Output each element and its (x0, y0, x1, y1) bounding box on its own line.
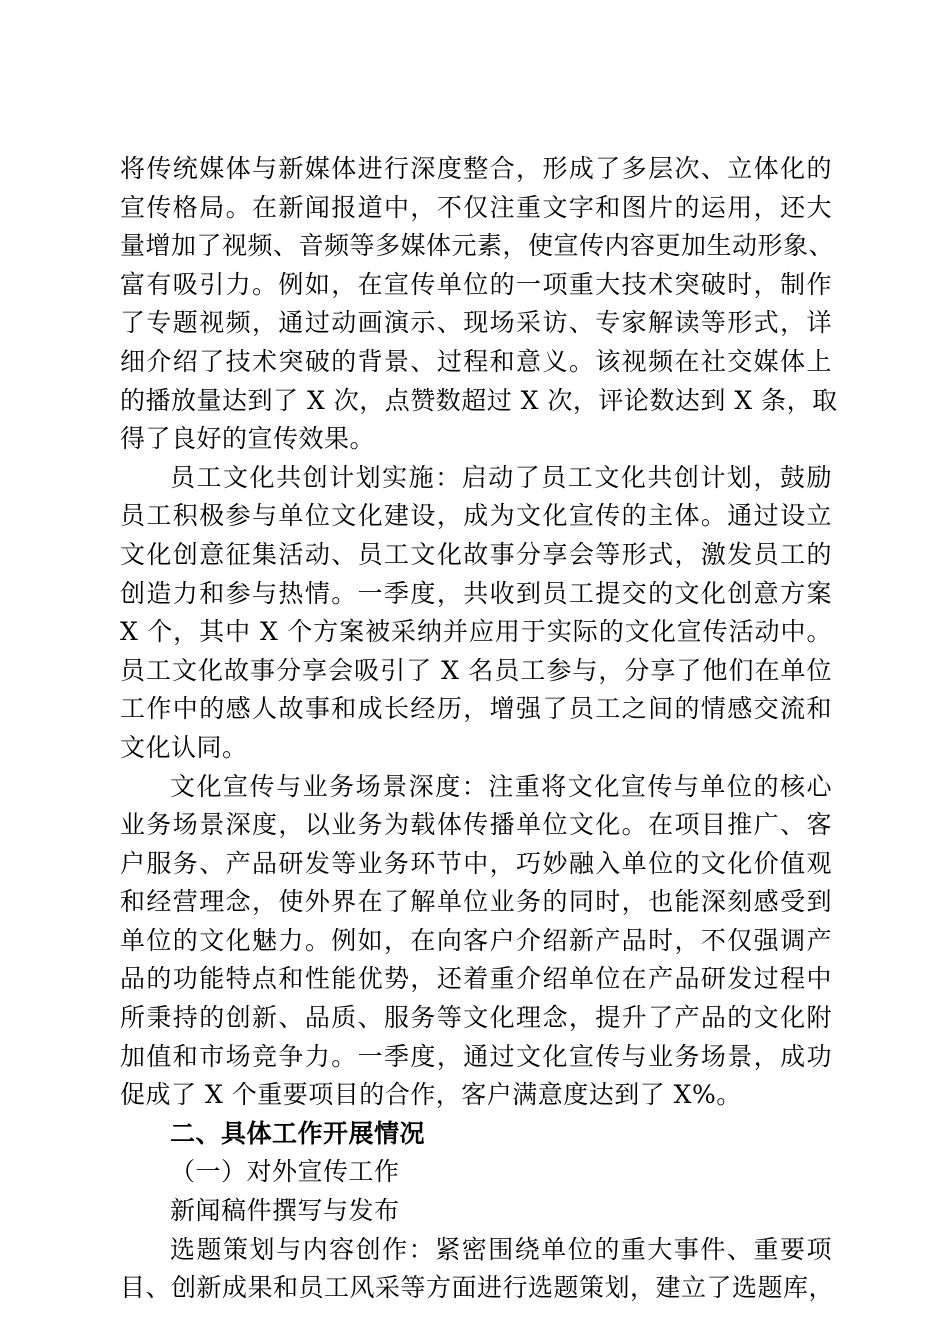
section-heading: 二、具体工作开展情况 (170, 1118, 426, 1148)
paragraph-line: 员工文化故事分享会吸引了 X 名员工参与，分享了他们在单位 (120, 655, 832, 685)
paragraph-line: 富有吸引力。例如，在宣传单位的一项重大技术突破时，制作 (120, 269, 832, 299)
paragraph-line: 宣传格局。在新闻报道中，不仅注重文字和图片的运用，还大 (120, 192, 832, 222)
paragraph-line: 和经营理念，使外界在了解单位业务的同时，也能深刻感受到 (120, 887, 832, 917)
paragraph-line: 创造力和参与热情。一季度，共收到员工提交的文化创意方案 (120, 578, 832, 608)
paragraph-line: 细介绍了技术突破的背景、过程和意义。该视频在社交媒体上 (120, 346, 832, 376)
paragraph-line: 促成了 X 个重要项目的合作，客户满意度达到了 X%。 (120, 1080, 742, 1110)
paragraph-line: 得了良好的宣传效果。 (120, 424, 376, 454)
paragraph-line: 文化创意征集活动、员工文化故事分享会等形式，激发员工的 (120, 539, 832, 569)
subsection-heading: （一）对外宣传工作 (170, 1157, 400, 1187)
paragraph-line: X 个，其中 X 个方案被采纳并应用于实际的文化宣传活动中。 (120, 617, 832, 647)
topic-heading: 新闻稿件撰写与发布 (170, 1196, 400, 1226)
paragraph-line: 的播放量达到了 X 次，点赞数超过 X 次，评论数达到 X 条，取 (120, 385, 838, 415)
paragraph-line: 目、创新成果和员工风采等方面进行选题策划，建立了选题库， (120, 1273, 835, 1303)
paragraph-line: 单位的文化魅力。例如，在向客户介绍新产品时，不仅强调产 (120, 925, 832, 955)
paragraph-line: 选题策划与内容创作：紧密围绕单位的重大事件、重要项 (170, 1234, 832, 1264)
paragraph-line: 员工文化共创计划实施：启动了员工文化共创计划，鼓励 (170, 462, 832, 492)
paragraph-line: 文化认同。 (120, 732, 248, 762)
body-text (120, 150, 838, 1308)
paragraph-line: 将传统媒体与新媒体进行深度整合，形成了多层次、立体化的 (120, 154, 832, 183)
paragraph-line: 工作中的感人故事和成长经历，增强了员工之间的情感交流和 (120, 694, 832, 724)
paragraph-line: 所秉持的创新、品质、服务等文化理念，提升了产品的文化附 (120, 1003, 832, 1033)
paragraph-line: 户服务、产品研发等业务环节中，巧妙融入单位的文化价值观 (120, 848, 832, 878)
paragraph-line: 业务场景深度，以业务为载体传播单位文化。在项目推广、客 (120, 810, 832, 840)
paragraph-line: 量增加了视频、音频等多媒体元素，使宣传内容更加生动形象、 (120, 231, 835, 261)
paragraph-line: 加值和市场竞争力。一季度，通过文化宣传与业务场景，成功 (120, 1041, 832, 1071)
paragraph-line: 员工积极参与单位文化建设，成为文化宣传的主体。通过设立 (120, 501, 832, 531)
paragraph-line: 品的功能特点和性能优势，还着重介绍单位在产品研发过程中 (120, 964, 832, 994)
paragraph-line: 了专题视频，通过动画演示、现场采访、专家解读等形式，详 (120, 308, 832, 338)
paragraph-line: 文化宣传与业务场景深度：注重将文化宣传与单位的核心 (170, 771, 832, 801)
